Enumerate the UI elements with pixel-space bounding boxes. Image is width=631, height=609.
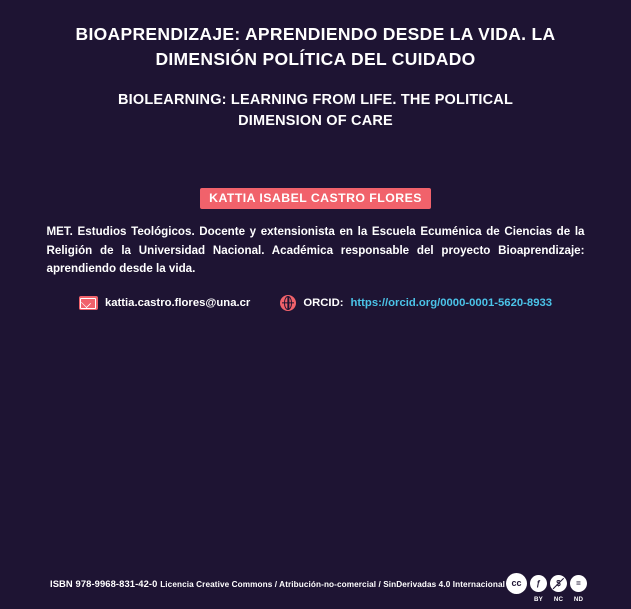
globe-icon (280, 295, 296, 311)
page-title-spanish: BIOAPRENDIZAJE: APRENDIENDO DESDE LA VIDA. LA DIMENSIÓN POLÍTICA DEL CUIDADO (75, 24, 556, 69)
author-block (0, 188, 631, 209)
author-bio: MET. Estudios Teológicos. Docente y extensionista en la Escuela Ecuménica de Ciencias de la Religión de la Universidad Nacional. Académica responsable del proyecto Bioaprendizaje: aprendiendo desde la vida. (46, 224, 585, 276)
title-block (0, 0, 631, 132)
orcid-contact[interactable] (280, 295, 552, 311)
mail-icon (79, 296, 98, 310)
footer-license-text (50, 578, 506, 589)
footer (0, 557, 631, 609)
cc-by-icon: ƒ BY (530, 575, 547, 592)
orcid-label: ORCID: (303, 297, 344, 310)
isbn-text: ISBN 978-9968-831-42-0 (50, 577, 158, 589)
cc-by-label: BY (534, 595, 543, 603)
email-contact[interactable] (79, 296, 250, 310)
author-name-badge: KATTIA ISABEL CASTRO FLORES (200, 188, 431, 209)
email-address[interactable]: kattia.castro.flores@una.cr (104, 297, 251, 310)
cc-nd-label: ND (573, 595, 584, 603)
creative-commons-icons (506, 573, 587, 603)
contact-row (0, 295, 631, 311)
cc-nd-icon: = ND (570, 575, 587, 592)
cc-logo-icon: cc (506, 573, 527, 594)
license-text: Licencia Creative Commons / Atribución-no-comercial / SinDerivadas 4.0 Internacional (160, 579, 505, 589)
page-title-english: BIOLEARNING: LEARNING FROM LIFE. THE POLITICAL DIMENSION OF CARE (117, 91, 514, 129)
cc-nc-label: NC (553, 595, 564, 603)
orcid-link[interactable]: https://orcid.org/0000-0001-5620-8933 (350, 297, 553, 310)
cc-nc-icon (550, 575, 567, 603)
